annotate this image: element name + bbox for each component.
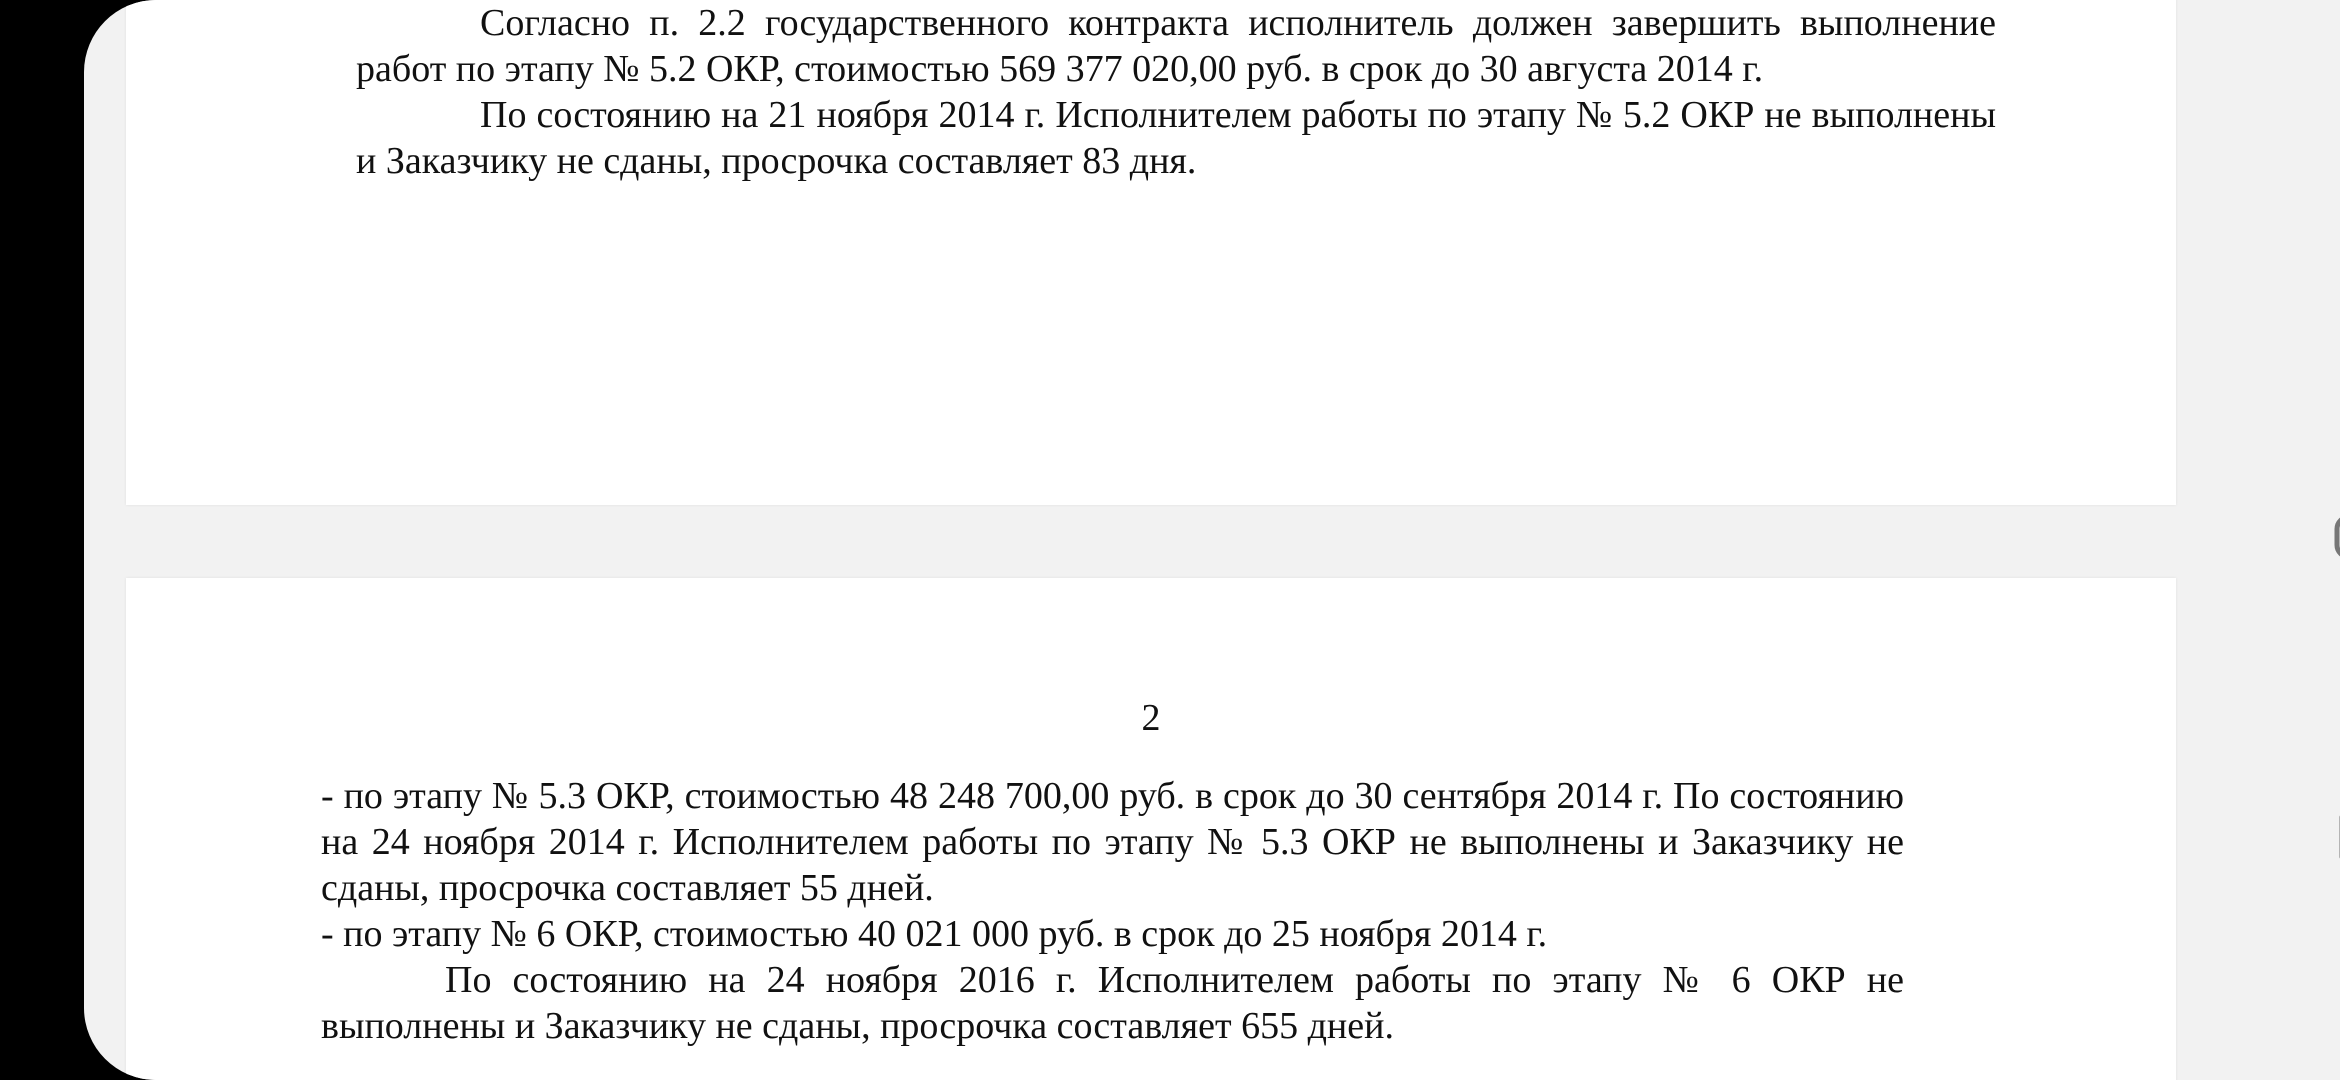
navigation-bar bbox=[2289, 0, 2340, 1080]
document-page-1[interactable] bbox=[126, 0, 2176, 505]
page-1-text bbox=[356, 0, 1996, 184]
paragraph: По состоянию на 24 ноября 2016 г. Исполнителем работы по этапу № 6 ОКР не выполнены и Заказчику не сданы, просрочка составляет 655 дней. bbox=[321, 959, 1904, 1047]
chevron-left-icon bbox=[2337, 205, 2340, 265]
paragraph: - по этапу № 6 ОКР, стоимостью 40 021 000 руб. в срок до 25 ноября 2014 г. bbox=[321, 913, 1548, 955]
page-2-text bbox=[321, 773, 1904, 1049]
paragraph: - по этапу № 5.3 ОКР, стоимостью 48 248 700,00 руб. в срок до 30 сентября 2014 г. По состоянию на 24 ноября 2014 г. Исполнителем работы по этапу № 5.3 ОКР не выполнены и Заказчику не сданы, просрочка составляет 55 дней. bbox=[321, 775, 1904, 909]
paragraph: По состоянию на 21 ноября 2014 г. Исполнителем работы по этапу № 5.2 ОКР не выполнены и Заказчику не сданы, просрочка составляет 83 дня. bbox=[356, 94, 1996, 182]
three-bars-icon bbox=[2332, 812, 2340, 862]
document-viewer[interactable] bbox=[84, 0, 2340, 1080]
recents-button[interactable] bbox=[2289, 782, 2340, 892]
document-page-2[interactable] bbox=[126, 578, 2176, 1080]
rounded-square-icon bbox=[2332, 512, 2340, 562]
back-button[interactable] bbox=[2289, 180, 2340, 290]
page-number: 2 bbox=[1141, 697, 1161, 739]
paragraph: Согласно п. 2.2 государственного контракта исполнитель должен завершить выполнение работ по этапу № 5.2 ОКР, стоимостью 569 377 020,00 руб. в срок до 30 августа 2014 г. bbox=[356, 2, 1996, 90]
home-button[interactable] bbox=[2289, 482, 2340, 592]
